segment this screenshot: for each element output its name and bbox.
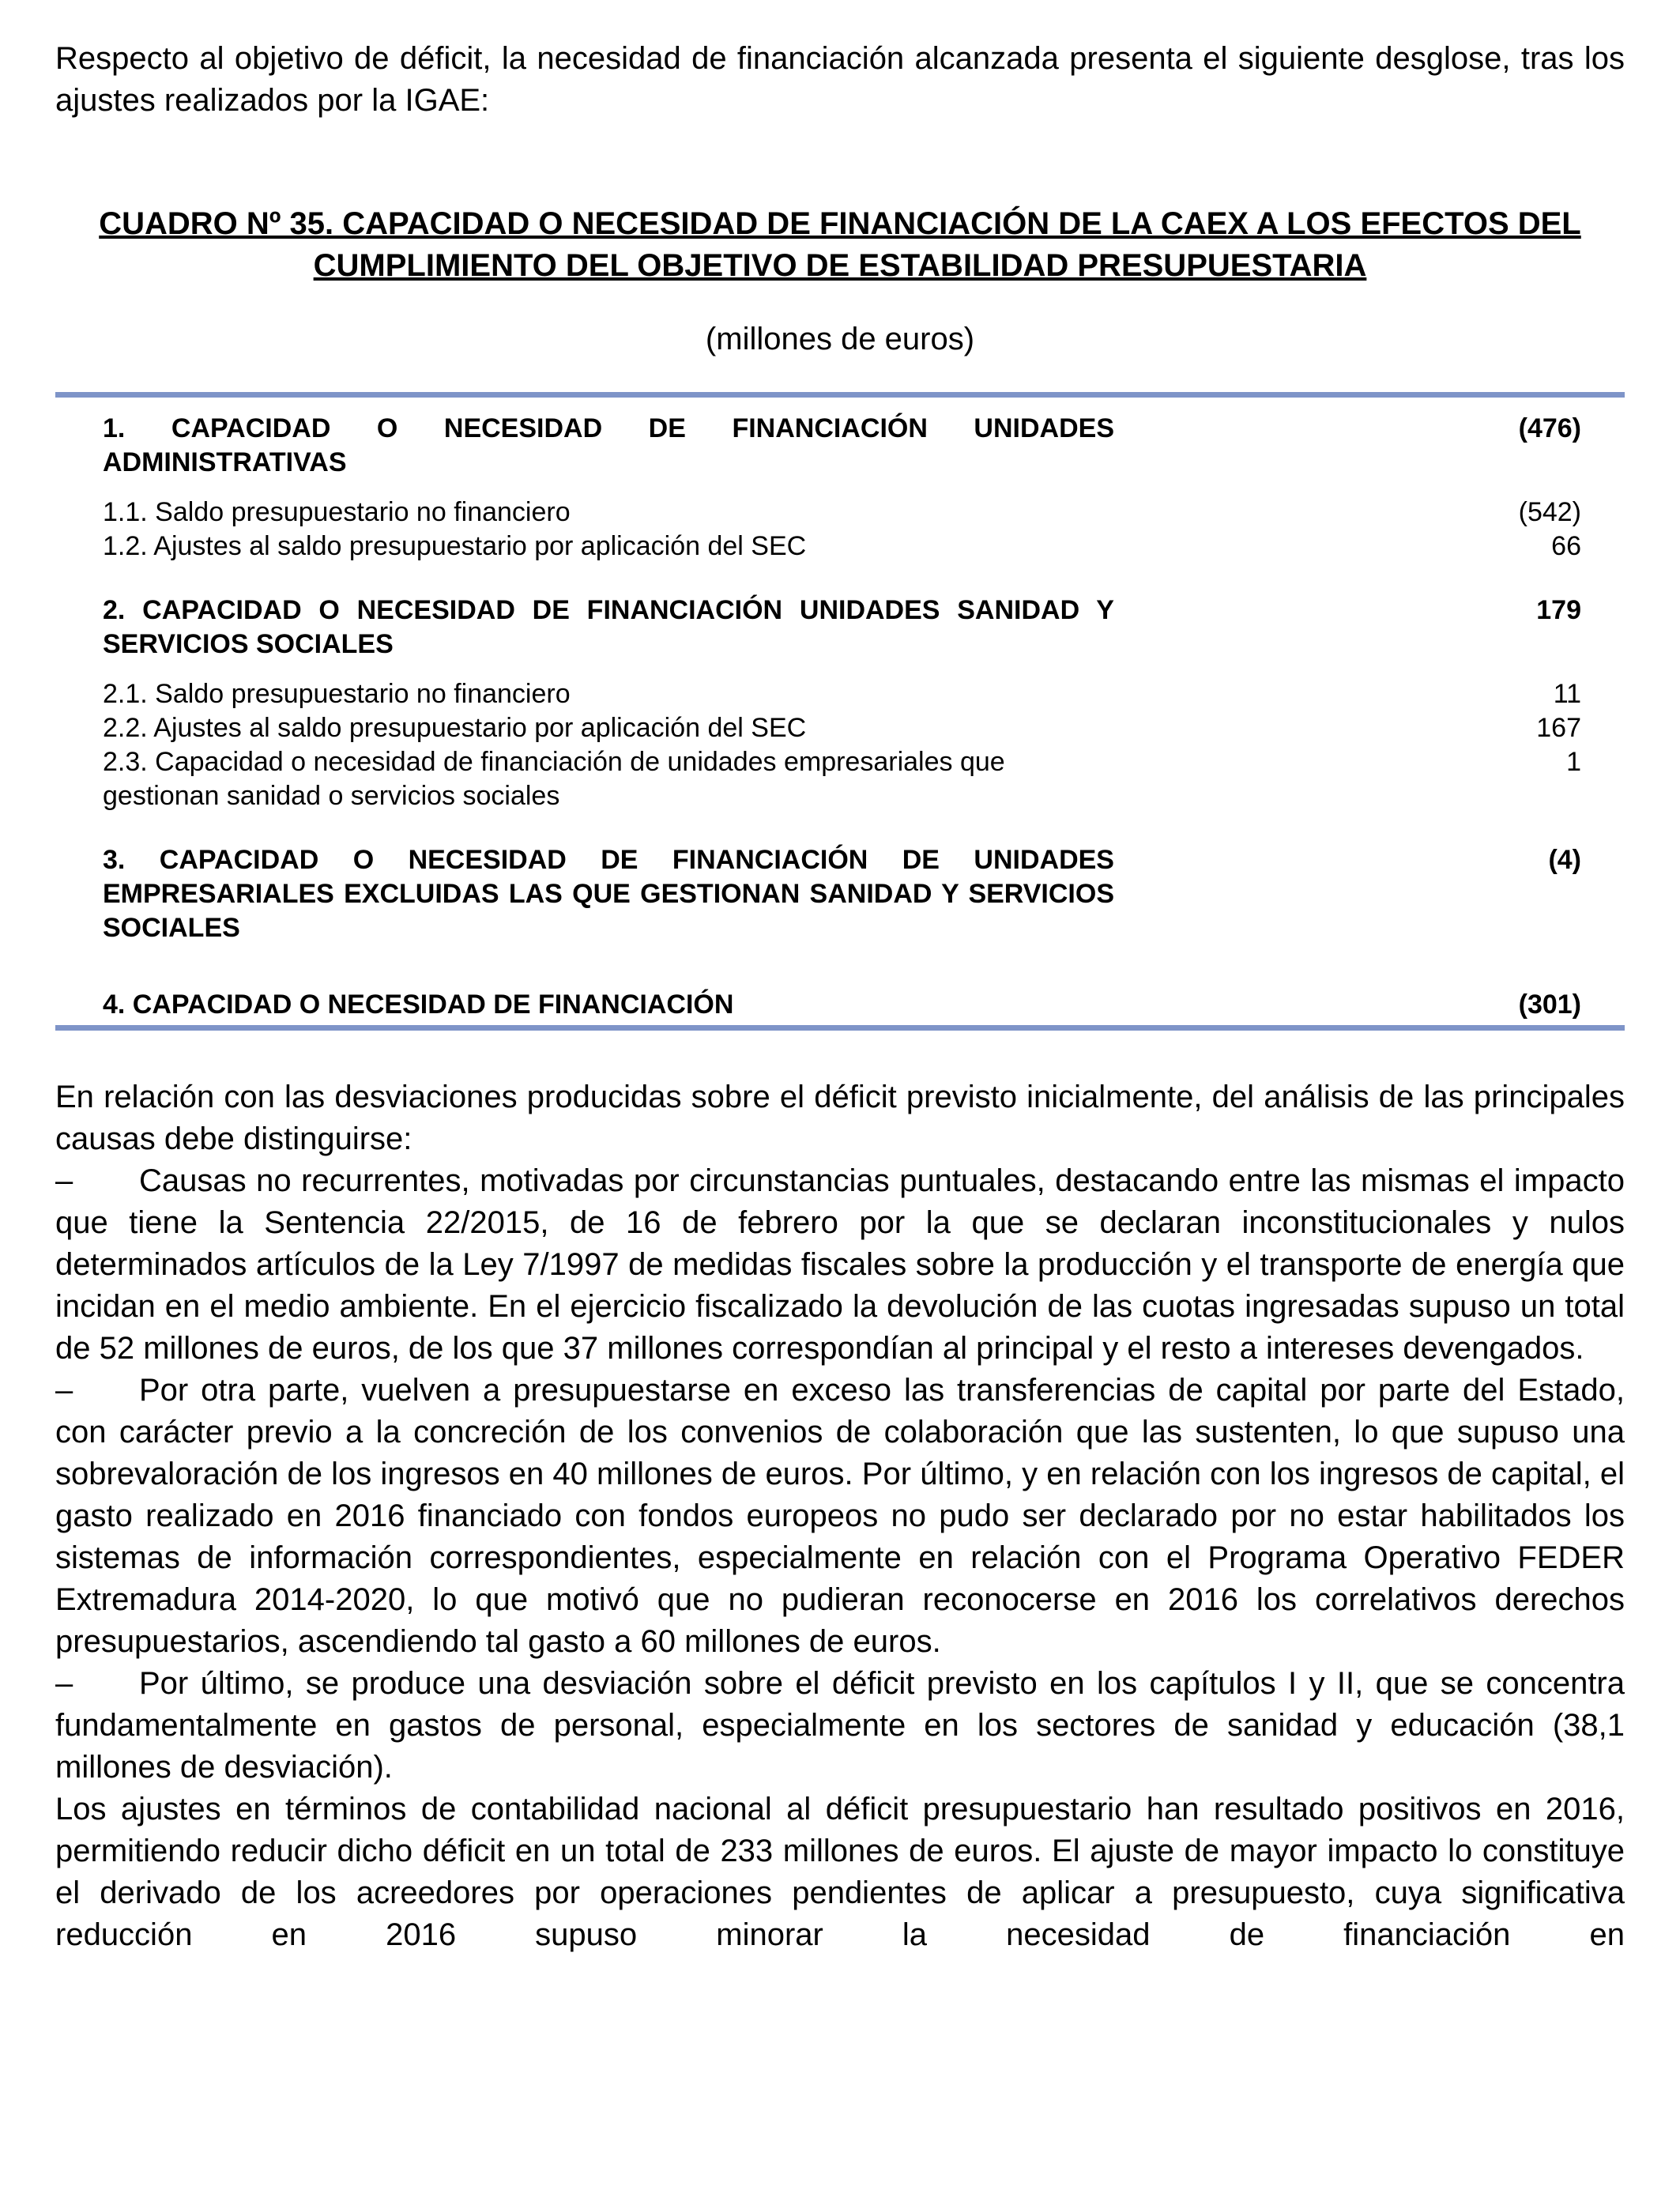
row-value: (4) bbox=[1548, 845, 1581, 875]
row-value: (542) bbox=[1518, 497, 1581, 527]
dash-marker: – bbox=[55, 1666, 73, 1701]
table-units: (millones de euros) bbox=[705, 322, 975, 356]
financing-table bbox=[55, 392, 1625, 1031]
row-label: 4. CAPACIDAD O NECESIDAD DE FINANCIACIÓN bbox=[103, 990, 734, 1020]
bullet-item bbox=[55, 1370, 1625, 1663]
row-label: 3. CAPACIDAD O NECESIDAD DE FINANCIACIÓN DE UNIDADES EMPRESARIALES EXCLUIDAS LAS QUE GESTIONAN SANIDAD Y SERVICIOS SOCIALES bbox=[103, 845, 1114, 943]
row-label: 1.1. Saldo presupuestario no financiero bbox=[103, 497, 571, 527]
row-value: (476) bbox=[1518, 413, 1581, 443]
row-value: 167 bbox=[1536, 713, 1581, 743]
table-title: CUADRO Nº 35. CAPACIDAD O NECESIDAD DE FINANCIACIÓN DE LA CAEX A LOS EFECTOS DEL CUMPLIMIENTO DEL OBJETIVO DE ESTABILIDAD PRESUPUESTARIA bbox=[99, 206, 1581, 283]
row-value: (301) bbox=[1518, 990, 1581, 1020]
bullet-item bbox=[55, 1160, 1625, 1370]
document-page bbox=[55, 38, 1625, 1956]
row-label: 2.3. Capacidad o necesidad de financiación de unidades empresariales que gestionan sanidad o servicios sociales bbox=[103, 747, 1005, 811]
row-label: 1. CAPACIDAD O NECESIDAD DE FINANCIACIÓN UNIDADES ADMINISTRATIVAS bbox=[103, 413, 1114, 477]
row-label: 2.2. Ajustes al saldo presupuestario por aplicación del SEC bbox=[103, 713, 807, 743]
dash-marker: – bbox=[55, 1163, 73, 1198]
row-label: 2. CAPACIDAD O NECESIDAD DE FINANCIACIÓN UNIDADES SANIDAD Y SERVICIOS SOCIALES bbox=[103, 595, 1114, 659]
row-label: 1.2. Ajustes al saldo presupuestario por aplicación del SEC bbox=[103, 531, 807, 561]
table-row bbox=[55, 530, 1625, 564]
bullet-text: Por otra parte, vuelven a presupuestarse en exceso las transferencias de capital por parte del Estado, con carácter previo a la concreción de los convenios de colaboración que las sustenten, lo que supuso una sobrevaloración de los ingresos en 40 millones de euros. Por último, y en relación con los ingresos de capital, el gasto realizado en 2016 financiado con fondos europeos no pudo ser declarado por no estar habilitados los sistemas de información correspondientes, especialmente en relación con el Programa Operativo FEDER Extremadura 2014-2020, lo que motivó que no pudieran reconocerse en 2016 los correlativos derechos presupuestarios, ascendiendo tal gasto a 60 millones de euros. bbox=[55, 1373, 1625, 1659]
row-value: 1 bbox=[1566, 747, 1581, 777]
row-label: 2.1. Saldo presupuestario no financiero bbox=[103, 679, 571, 709]
table-row bbox=[55, 412, 1625, 480]
table-row bbox=[55, 496, 1625, 530]
table-row bbox=[55, 594, 1625, 662]
table-row bbox=[55, 843, 1625, 945]
bullet-item bbox=[55, 1663, 1625, 1789]
row-value: 179 bbox=[1536, 595, 1581, 625]
final-paragraph: Los ajustes en términos de contabilidad nacional al déficit presupuestario han resultado positivos en 2016, permitiendo reducir dicho déficit en un total de 233 millones de euros. El ajuste de mayor impacto lo constituye el derivado de los acreedores por operaciones pendientes de aplicar a presupuesto, cuya significativa reducción en 2016 supuso minorar la necesidad de financiación en bbox=[55, 1792, 1625, 1952]
intro-paragraph: Respecto al objetivo de déficit, la necesidad de financiación alcanzada presenta el siguiente desglose, tras los ajustes realizados por la IGAE: bbox=[55, 41, 1625, 118]
table-row bbox=[55, 745, 1625, 813]
table-row bbox=[55, 711, 1625, 745]
row-value: 11 bbox=[1553, 679, 1581, 709]
bullet-text: Por último, se produce una desviación sobre el déficit previsto en los capítulos I y II, que se concentra fundamentalmente en gastos de personal, especialmente en los sectores de sanidad y educación (38,1 millones de desviación). bbox=[55, 1666, 1625, 1785]
table-row-total bbox=[55, 988, 1625, 1022]
row-value: 66 bbox=[1551, 531, 1581, 561]
bullet-text: Causas no recurrentes, motivadas por circunstancias puntuales, destacando entre las mismas el impacto que tiene la Sentencia 22/2015, de 16 de febrero por la que se declaran inconstitucionales y nulos determinados artículos de la Ley 7/1997 de medidas fiscales sobre la producción y el transporte de energía que incidan en el medio ambiente. En el ejercicio fiscalizado la devolución de las cuotas ingresadas supuso un total de 52 millones de euros, de los que 37 millones correspondían al principal y el resto a intereses devengados. bbox=[55, 1163, 1625, 1366]
dash-marker: – bbox=[55, 1373, 73, 1408]
table-row bbox=[55, 677, 1625, 711]
deviations-paragraph: En relación con las desviaciones producidas sobre el déficit previsto inicialmente, del análisis de las principales causas debe distinguirse: bbox=[55, 1080, 1625, 1156]
